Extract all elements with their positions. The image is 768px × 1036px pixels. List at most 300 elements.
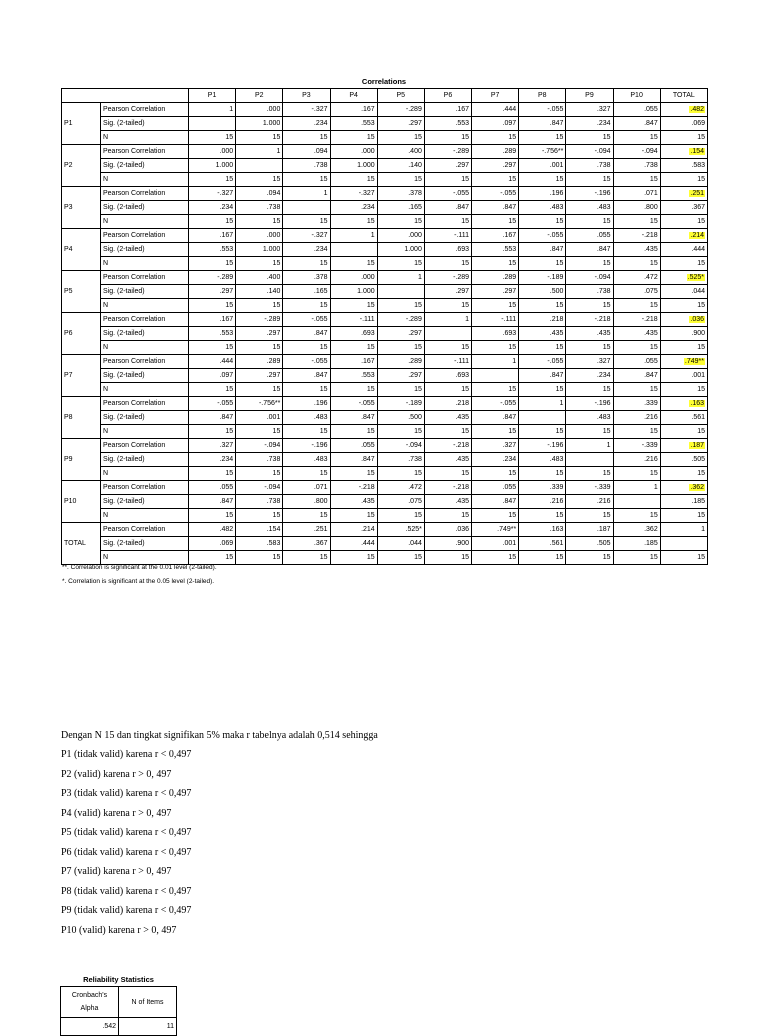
validity-line: P7 (valid) karena r > 0, 497 <box>61 866 172 877</box>
value-cell: 15 <box>424 257 471 271</box>
value-cell: .055 <box>330 439 377 453</box>
value-cell: .234 <box>330 201 377 215</box>
value-cell: 15 <box>566 299 613 313</box>
value-cell: .289 <box>377 355 424 369</box>
value-cell: 15 <box>236 467 283 481</box>
value-cell: .738 <box>566 285 613 299</box>
value-cell: 15 <box>377 551 424 565</box>
value-cell: .196 <box>519 187 566 201</box>
value-cell: .525* <box>377 523 424 537</box>
value-cell: .483 <box>283 453 330 467</box>
value-cell: 15 <box>566 257 613 271</box>
highlighted-value: .036 <box>690 315 704 323</box>
value-cell: .097 <box>472 117 519 131</box>
row-p5-sig <box>62 285 708 299</box>
value-cell: .218 <box>519 313 566 327</box>
value-cell <box>283 201 330 215</box>
validity-line: P1 (tidak valid) karena r < 0,497 <box>61 749 192 760</box>
variable-label: P7 <box>62 355 101 397</box>
row-p9-n <box>62 467 708 481</box>
value-cell: .069 <box>660 117 707 131</box>
value-cell: 15 <box>377 131 424 145</box>
value-cell: .167 <box>330 103 377 117</box>
value-cell: 15 <box>189 467 236 481</box>
value-cell: -.218 <box>424 481 471 495</box>
value-cell: 15 <box>424 467 471 481</box>
row-p1-pearson <box>62 103 708 117</box>
value-cell: 15 <box>613 215 660 229</box>
value-cell: 15 <box>189 299 236 313</box>
value-cell: .362 <box>613 523 660 537</box>
value-cell: -.055 <box>330 397 377 411</box>
value-cell: .435 <box>424 453 471 467</box>
value-cell: -.189 <box>519 271 566 285</box>
statistic-label: Sig. (2-tailed) <box>101 369 189 383</box>
value-cell: -.339 <box>613 439 660 453</box>
value-cell: .187 <box>566 523 613 537</box>
statistic-label: Sig. (2-tailed) <box>101 537 189 551</box>
value-cell: 15 <box>472 425 519 439</box>
value-cell: 15 <box>189 173 236 187</box>
total-correlation-cell <box>660 271 707 285</box>
value-cell: .367 <box>660 201 707 215</box>
reliability-header-row <box>61 987 177 1018</box>
value-cell: 1 <box>377 271 424 285</box>
highlighted-value: .362 <box>690 483 704 491</box>
value-cell: -.055 <box>472 397 519 411</box>
value-cell: 15 <box>377 215 424 229</box>
statistic-label: N <box>101 257 189 271</box>
value-cell: .693 <box>472 327 519 341</box>
value-cell <box>377 285 424 299</box>
value-cell: 15 <box>566 215 613 229</box>
value-cell: -.756** <box>236 397 283 411</box>
statistic-label: Sig. (2-tailed) <box>101 243 189 257</box>
value-cell: .001 <box>660 369 707 383</box>
value-cell: 15 <box>472 299 519 313</box>
value-cell: .044 <box>660 285 707 299</box>
value-cell: .847 <box>472 201 519 215</box>
value-cell: .847 <box>472 411 519 425</box>
row-p7-n <box>62 383 708 397</box>
value-cell: .185 <box>660 495 707 509</box>
row-p3-pearson <box>62 187 708 201</box>
variable-label: P1 <box>62 103 101 145</box>
value-cell: .055 <box>189 481 236 495</box>
value-cell: .738 <box>566 159 613 173</box>
value-cell: 15 <box>283 299 330 313</box>
value-cell: 1 <box>189 103 236 117</box>
highlighted-value: .525* <box>687 273 704 281</box>
value-cell: .738 <box>236 495 283 509</box>
statistic-label: N <box>101 467 189 481</box>
value-cell: .800 <box>283 495 330 509</box>
value-cell: .055 <box>613 103 660 117</box>
statistic-label: N <box>101 383 189 397</box>
value-cell: 15 <box>236 551 283 565</box>
value-cell: -.111 <box>330 313 377 327</box>
value-cell: .165 <box>283 285 330 299</box>
value-cell: 15 <box>424 215 471 229</box>
total-correlation-cell <box>660 481 707 495</box>
value-cell: .167 <box>424 103 471 117</box>
footnote-005: *. Correlation is significant at the 0.05 level (2-tailed). <box>62 578 215 585</box>
statistic-label: N <box>101 509 189 523</box>
value-cell: 1 <box>236 145 283 159</box>
row-total-sig <box>62 537 708 551</box>
value-cell: 15 <box>330 425 377 439</box>
value-cell: .216 <box>613 411 660 425</box>
reliability-title: Reliability Statistics <box>83 975 154 984</box>
statistic-label: Pearson Correlation <box>101 103 189 117</box>
row-p5-pearson <box>62 271 708 285</box>
value-cell: .297 <box>424 159 471 173</box>
value-cell: 15 <box>283 215 330 229</box>
value-cell: -.196 <box>566 397 613 411</box>
value-cell <box>566 453 613 467</box>
value-cell: 15 <box>189 383 236 397</box>
column-header-p4: P4 <box>330 89 377 103</box>
row-p2-sig <box>62 159 708 173</box>
value-cell: .216 <box>519 495 566 509</box>
value-cell: 15 <box>424 131 471 145</box>
value-cell: .847 <box>189 495 236 509</box>
value-cell: 15 <box>660 341 707 355</box>
value-cell: .900 <box>424 537 471 551</box>
value-cell: .505 <box>566 537 613 551</box>
value-cell: 15 <box>613 509 660 523</box>
total-correlation-cell <box>660 145 707 159</box>
statistic-label: Sig. (2-tailed) <box>101 411 189 425</box>
value-cell <box>660 537 707 551</box>
row-p4-sig <box>62 243 708 257</box>
value-cell: .075 <box>613 285 660 299</box>
value-cell: .167 <box>189 313 236 327</box>
value-cell: 15 <box>330 299 377 313</box>
value-cell: .483 <box>566 201 613 215</box>
value-cell: -.289 <box>424 271 471 285</box>
value-cell: 15 <box>330 257 377 271</box>
value-cell: -.289 <box>424 145 471 159</box>
value-cell: .444 <box>660 243 707 257</box>
validity-line: P6 (tidak valid) karena r < 0,497 <box>61 846 192 858</box>
value-cell: .561 <box>660 411 707 425</box>
value-cell <box>613 495 660 509</box>
value-cell: 15 <box>519 215 566 229</box>
value-cell: 15 <box>424 425 471 439</box>
value-cell: .327 <box>566 355 613 369</box>
value-cell: 15 <box>472 467 519 481</box>
value-cell: .693 <box>424 243 471 257</box>
value-cell: 15 <box>283 509 330 523</box>
value-cell: .055 <box>566 229 613 243</box>
value-cell: .167 <box>330 355 377 369</box>
value-cell: .163 <box>519 523 566 537</box>
total-correlation-cell <box>660 103 707 117</box>
value-cell: .289 <box>236 355 283 369</box>
value-cell: 15 <box>330 131 377 145</box>
value-cell: -.055 <box>519 103 566 117</box>
value-cell: .400 <box>377 145 424 159</box>
header-n-of-items: N of Items <box>119 987 177 1018</box>
value-cell: .847 <box>519 117 566 131</box>
value-cell: .071 <box>283 481 330 495</box>
value-cell: 15 <box>424 509 471 523</box>
value-cell: 15 <box>472 173 519 187</box>
value-cell: 15 <box>236 509 283 523</box>
value-cell: .435 <box>424 411 471 425</box>
statistic-label: Sig. (2-tailed) <box>101 327 189 341</box>
value-cell: 15 <box>519 341 566 355</box>
value-cell: .218 <box>424 397 471 411</box>
value-cell: 15 <box>566 425 613 439</box>
total-correlation-cell <box>660 439 707 453</box>
value-cell: -.218 <box>424 439 471 453</box>
value-cell: .847 <box>283 327 330 341</box>
value-cell: .378 <box>377 187 424 201</box>
value-cell: .234 <box>283 243 330 257</box>
value-cell: -.055 <box>424 187 471 201</box>
row-p3-n <box>62 215 708 229</box>
statistic-label: Pearson Correlation <box>101 229 189 243</box>
value-cell: .505 <box>660 453 707 467</box>
value-cell: -.055 <box>519 229 566 243</box>
value-cell: 15 <box>330 467 377 481</box>
value-cell: .483 <box>283 411 330 425</box>
value-cell: 15 <box>283 173 330 187</box>
value-cell: 15 <box>377 173 424 187</box>
highlighted-value: .214 <box>690 231 704 239</box>
value-cell: -.094 <box>236 439 283 453</box>
value-cell: 15 <box>424 299 471 313</box>
value-cell: 15 <box>613 383 660 397</box>
value-cell: .583 <box>660 159 707 173</box>
value-cell: .001 <box>236 411 283 425</box>
row-p8-sig <box>62 411 708 425</box>
value-cell: .196 <box>283 397 330 411</box>
value-cell: 15 <box>660 131 707 145</box>
value-cell: .234 <box>283 117 330 131</box>
statistic-label: Sig. (2-tailed) <box>101 495 189 509</box>
value-cell: 15 <box>330 173 377 187</box>
value-cell: 1 <box>424 313 471 327</box>
value-cell: 15 <box>330 341 377 355</box>
validity-line: P2 (valid) karena r > 0, 497 <box>61 768 172 780</box>
value-cell: -.289 <box>377 103 424 117</box>
value-cell: 15 <box>236 341 283 355</box>
column-header-p6: P6 <box>424 89 471 103</box>
value-cell <box>472 369 519 383</box>
total-correlation-cell <box>660 229 707 243</box>
value-cell: .167 <box>189 229 236 243</box>
value-cell: 15 <box>519 509 566 523</box>
value-cell: .847 <box>189 411 236 425</box>
value-cell: .154 <box>236 523 283 537</box>
value-cell: .500 <box>519 285 566 299</box>
value-cell: 15 <box>424 341 471 355</box>
value-cell: 15 <box>283 341 330 355</box>
value-cell: .435 <box>613 243 660 257</box>
statistic-label: N <box>101 299 189 313</box>
value-cell: 15 <box>189 341 236 355</box>
value-cell: .000 <box>330 271 377 285</box>
value-cell: 15 <box>519 425 566 439</box>
value-cell: -.327 <box>283 229 330 243</box>
variable-label: P3 <box>62 187 101 229</box>
row-total-pearson <box>62 523 708 537</box>
value-cell: 15 <box>283 257 330 271</box>
value-cell: 1.000 <box>330 285 377 299</box>
value-cell: 15 <box>519 257 566 271</box>
value-cell: -.094 <box>236 481 283 495</box>
value-cell: 15 <box>472 509 519 523</box>
value-cell: .900 <box>660 327 707 341</box>
value-cell: .561 <box>519 537 566 551</box>
highlighted-value: .163 <box>690 399 704 407</box>
statistic-label: N <box>101 551 189 565</box>
value-cell: 15 <box>472 383 519 397</box>
value-cell: -.055 <box>472 187 519 201</box>
total-correlation-cell <box>660 313 707 327</box>
value-cell: -.218 <box>613 313 660 327</box>
value-cell: -.218 <box>613 229 660 243</box>
value-cell: .847 <box>330 411 377 425</box>
validity-line: P9 (tidak valid) karena r < 0,497 <box>61 905 192 916</box>
value-cell: .216 <box>566 495 613 509</box>
value-cell: 15 <box>660 299 707 313</box>
value-cell: 1.000 <box>236 243 283 257</box>
statistic-label: Pearson Correlation <box>101 187 189 201</box>
value-cell: .044 <box>377 537 424 551</box>
value-cell: .738 <box>236 453 283 467</box>
value-cell <box>330 243 377 257</box>
reliability-table <box>60 986 177 1036</box>
value-cell: 15 <box>377 467 424 481</box>
value-cell: .400 <box>236 271 283 285</box>
value-cell: .165 <box>377 201 424 215</box>
value-cell: 15 <box>283 467 330 481</box>
variable-label: TOTAL <box>62 523 101 565</box>
value-cell: 15 <box>519 131 566 145</box>
value-cell: .847 <box>519 369 566 383</box>
value-cell: .297 <box>377 117 424 131</box>
value-cell: 15 <box>660 425 707 439</box>
value-cell: .297 <box>472 159 519 173</box>
row-p6-pearson <box>62 313 708 327</box>
value-cell: 15 <box>236 215 283 229</box>
value-cell: 15 <box>283 551 330 565</box>
value-cell: .094 <box>283 145 330 159</box>
value-cell: .297 <box>472 285 519 299</box>
value-cell: .749** <box>472 523 519 537</box>
row-p2-pearson <box>62 145 708 159</box>
statistic-label: Sig. (2-tailed) <box>101 117 189 131</box>
row-p9-sig <box>62 453 708 467</box>
footnote-001: **. Correlation is significant at the 0.01 level (2-tailed). <box>62 564 217 571</box>
variable-label: P4 <box>62 229 101 271</box>
value-cell: 15 <box>660 551 707 565</box>
value-cell: 15 <box>613 299 660 313</box>
value-cell: .435 <box>613 327 660 341</box>
value-cell: .553 <box>330 369 377 383</box>
value-cell: 15 <box>566 509 613 523</box>
value-cell: .800 <box>613 201 660 215</box>
row-p8-pearson <box>62 397 708 411</box>
variable-label: P2 <box>62 145 101 187</box>
value-cell: 1 <box>566 439 613 453</box>
value-cell: 1 <box>472 355 519 369</box>
value-cell: .055 <box>613 355 660 369</box>
value-cell: 15 <box>189 425 236 439</box>
statistic-label: N <box>101 215 189 229</box>
statistic-label: N <box>101 341 189 355</box>
total-correlation-cell <box>660 355 707 369</box>
value-cell: 15 <box>236 257 283 271</box>
value-cell: .289 <box>472 145 519 159</box>
value-cell: 15 <box>189 257 236 271</box>
value-cell: .167 <box>472 229 519 243</box>
value-cell: 15 <box>330 383 377 397</box>
value-cell: 15 <box>519 299 566 313</box>
header-cronbach-alpha: Cronbach's Alpha <box>61 987 119 1018</box>
cronbach-alpha-value: .542 <box>61 1018 119 1036</box>
value-cell: .847 <box>283 369 330 383</box>
value-cell: 15 <box>377 509 424 523</box>
column-header-p10: P10 <box>613 89 660 103</box>
row-p1-sig <box>62 117 708 131</box>
value-cell: 15 <box>236 425 283 439</box>
value-cell: .339 <box>519 481 566 495</box>
value-cell: .367 <box>283 537 330 551</box>
value-cell: .234 <box>189 453 236 467</box>
statistic-label: Pearson Correlation <box>101 313 189 327</box>
value-cell: 15 <box>613 551 660 565</box>
value-cell: .847 <box>424 201 471 215</box>
variable-label: P9 <box>62 439 101 481</box>
statistic-label: Pearson Correlation <box>101 439 189 453</box>
row-p6-n <box>62 341 708 355</box>
value-cell: 15 <box>613 425 660 439</box>
value-cell: 15 <box>236 131 283 145</box>
variable-label: P10 <box>62 481 101 523</box>
value-cell: .500 <box>377 411 424 425</box>
value-cell: 15 <box>660 257 707 271</box>
value-cell: .000 <box>377 229 424 243</box>
value-cell: .553 <box>189 327 236 341</box>
value-cell: 15 <box>330 551 377 565</box>
value-cell: 15 <box>377 383 424 397</box>
value-cell: .000 <box>236 229 283 243</box>
value-cell: .553 <box>424 117 471 131</box>
value-cell: .435 <box>330 495 377 509</box>
statistic-label: Pearson Correlation <box>101 271 189 285</box>
value-cell <box>424 327 471 341</box>
value-cell: -.327 <box>283 103 330 117</box>
statistic-label: Sig. (2-tailed) <box>101 453 189 467</box>
value-cell: .140 <box>377 159 424 173</box>
value-cell: 15 <box>377 425 424 439</box>
value-cell: .847 <box>566 243 613 257</box>
row-p1-n <box>62 131 708 145</box>
value-cell: .289 <box>472 271 519 285</box>
row-p9-pearson <box>62 439 708 453</box>
value-cell: -.218 <box>566 313 613 327</box>
value-cell: 15 <box>519 551 566 565</box>
row-p4-n <box>62 257 708 271</box>
value-cell: -.094 <box>566 145 613 159</box>
value-cell: 15 <box>519 383 566 397</box>
value-cell: .000 <box>236 103 283 117</box>
